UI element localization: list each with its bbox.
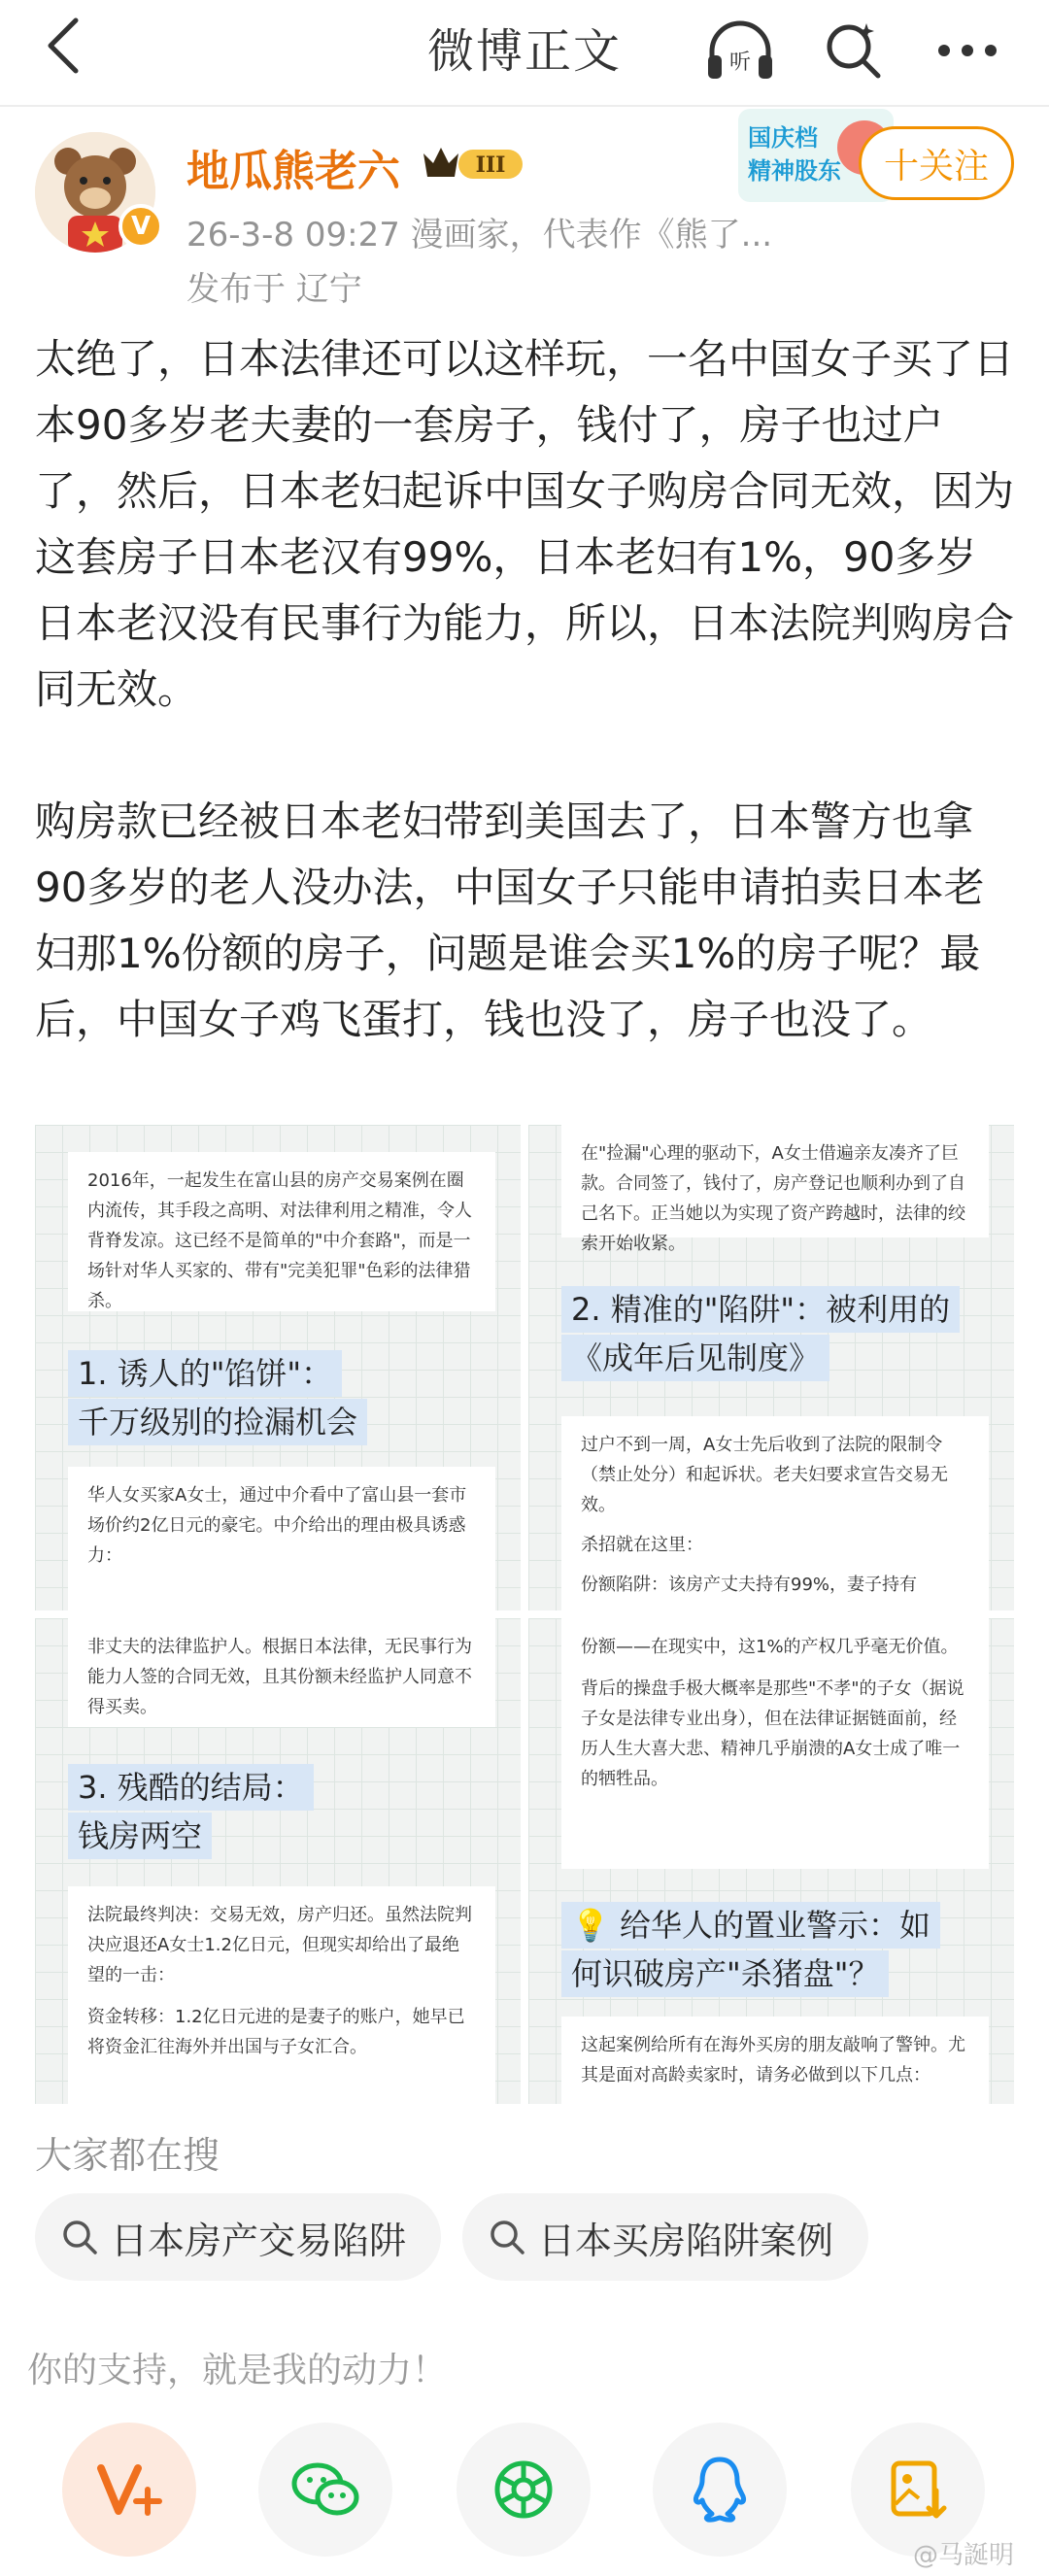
image-text-block	[561, 1618, 989, 1869]
search-button[interactable]	[814, 12, 892, 89]
image-grid	[35, 1125, 1014, 2102]
headphones-icon	[704, 18, 776, 83]
image-text: 这起案例给所有在海外买房的朋友敲响了警钟。尤其是面对高龄卖家时，请务必做到以下几点：	[561, 2017, 989, 2104]
hot-search-chip[interactable]	[35, 2193, 441, 2281]
post-meta: 26-3-8 09:27 漫画家，代表作《熊了...	[186, 216, 773, 254]
image-text: 非丈夫的法律监护人。根据日本法律，无民事行为能力人签的合同无效，且其份额未经监护人同意不得买卖。	[68, 1618, 495, 1727]
image-text: 杀招就在这里：	[581, 1535, 703, 1555]
image-text: 华人女买家A女士，通过中介看中了富山县一套市场价约2亿日元的豪宅。中介给出的理由极具诱惑力：	[68, 1467, 495, 1610]
image-text: 背后的操盘手极大概率是那些"不孝"的子女（据说子女是法律专业出身），但在法律证据链面前，经历人生大喜大悲、精神几乎崩溃的A女士成了唯一的牺牲品。	[581, 1678, 964, 1789]
post-image-1[interactable]	[35, 1125, 521, 1610]
post-body	[35, 326, 1016, 1119]
verified-badge: V	[118, 204, 163, 249]
support-author-button[interactable]	[62, 2423, 196, 2557]
image-heading: 何识破房产"杀猪盘"？	[561, 1950, 889, 1997]
image-text: 2016年，一起发生在富山县的房产交易案例在圈内流传，其手段之高明、对法律利用之精准，令人背脊发凉。这已经不是简单的"中介套路"，而是一场针对华人买家的、带有"完美犯罪"色彩的法律猎杀。	[68, 1152, 495, 1311]
page-title: 微博正文	[426, 24, 622, 79]
image-text-block	[68, 1886, 495, 2104]
promo-line-2: 精神股东	[748, 157, 841, 185]
post-location: 发布于 辽宁	[186, 270, 362, 309]
header-divider	[0, 105, 1049, 107]
hot-search-label: 日本买房陷阱案例	[538, 2219, 834, 2262]
image-text: 资金转移：1.2亿日元进的是妻子的账户，她早已将资金汇往海外并出国与子女汇合。	[87, 2007, 465, 2057]
image-text: 份额陷阱：该房产丈夫持有99%，妻子持有	[581, 1575, 918, 1595]
v-plus-icon	[95, 2460, 163, 2519]
image-text: 在"捡漏"心理的驱动下，A女士借遍亲友凑齐了巨款。合同签了，钱付了，房产登记也顺利办到了自己名下。正当她以为实现了资产跨越时，法律的绞索开始收紧。	[561, 1125, 989, 1237]
search-icon	[822, 19, 884, 82]
post-image-4[interactable]	[528, 1618, 1014, 2104]
svg-text:听: 听	[728, 51, 752, 75]
top-bar	[0, 0, 1049, 97]
post-paragraph: 太绝了，日本法律还可以这样玩，一名中国女子买了日本90多岁老夫妻的一套房子，钱付了，房子也过户了，然后，日本老妇起诉中国女子购房合同无效，因为这套房子日本老汉有99%，日本老妇有1%，90多岁日本老汉没有民事行为能力，所以，日本法院判购房合同无效。	[35, 335, 1015, 713]
crown-level-badge	[420, 142, 526, 185]
image-heading: 钱房两空	[68, 1813, 212, 1859]
level-badge-text: III	[475, 153, 506, 178]
support-text: 你的支持，就是我的动力！	[27, 2351, 448, 2390]
save-image-icon	[886, 2457, 950, 2522]
image-text-block	[561, 1416, 989, 1610]
share-qq-button[interactable]	[653, 2423, 787, 2557]
post-image-2[interactable]	[528, 1125, 1014, 1610]
follow-button[interactable]: 十关注	[859, 126, 1014, 200]
post-image-3[interactable]	[35, 1618, 521, 2104]
image-heading: 2. 精准的"陷阱"：被利用的	[561, 1286, 960, 1333]
image-text: 过户不到一周，A女士先后收到了法院的限制令（禁止处分）和起诉状。老夫妇要求宣告交易无效。	[581, 1435, 948, 1515]
watermark: @马誕明	[913, 2541, 1015, 2570]
share-wechat-button[interactable]	[258, 2423, 392, 2557]
image-heading: 千万级别的捡漏机会	[68, 1399, 367, 1445]
listen-button[interactable]	[701, 12, 779, 89]
qq-penguin-icon	[691, 2456, 749, 2524]
search-icon	[488, 2218, 526, 2256]
more-dots-icon	[936, 41, 998, 60]
image-text: 法院最终判决：交易无效，房产归还。虽然法院判决应退还A女士1.2亿日元，但现实却给出了最绝望的一击：	[87, 1905, 472, 1985]
post-paragraph: 购房款已经被日本老妇带到美国去了，日本警方也拿90多岁的老人没办法，中国女子只能申请拍卖日本老妇那1%份额的房子，问题是谁会买1%的房子呢？最后，中国女子鸡飞蛋打，钱也没了，房子也没了。	[35, 797, 985, 1043]
image-heading: 3. 残酷的结局：	[68, 1764, 314, 1811]
search-icon	[60, 2218, 99, 2256]
image-text: 份额——在现实中，这1%的产权几乎毫无价值。	[581, 1637, 959, 1657]
share-moments-button[interactable]	[457, 2423, 591, 2557]
moments-icon	[491, 2457, 556, 2522]
image-heading: 💡 给华人的置业警示：如	[561, 1902, 940, 1949]
wechat-icon	[288, 2458, 362, 2521]
hot-search-title: 大家都在搜	[35, 2134, 220, 2177]
image-heading: 《成年后见制度》	[561, 1335, 829, 1381]
image-heading: 1. 诱人的"馅饼"：	[68, 1350, 342, 1397]
author-name[interactable]: 地瓜熊老六	[186, 147, 400, 196]
more-button[interactable]	[929, 12, 1006, 89]
hot-search-label: 日本房产交易陷阱	[111, 2219, 407, 2262]
promo-line-1: 国庆档	[748, 124, 818, 152]
hot-search-chip[interactable]	[462, 2193, 868, 2281]
